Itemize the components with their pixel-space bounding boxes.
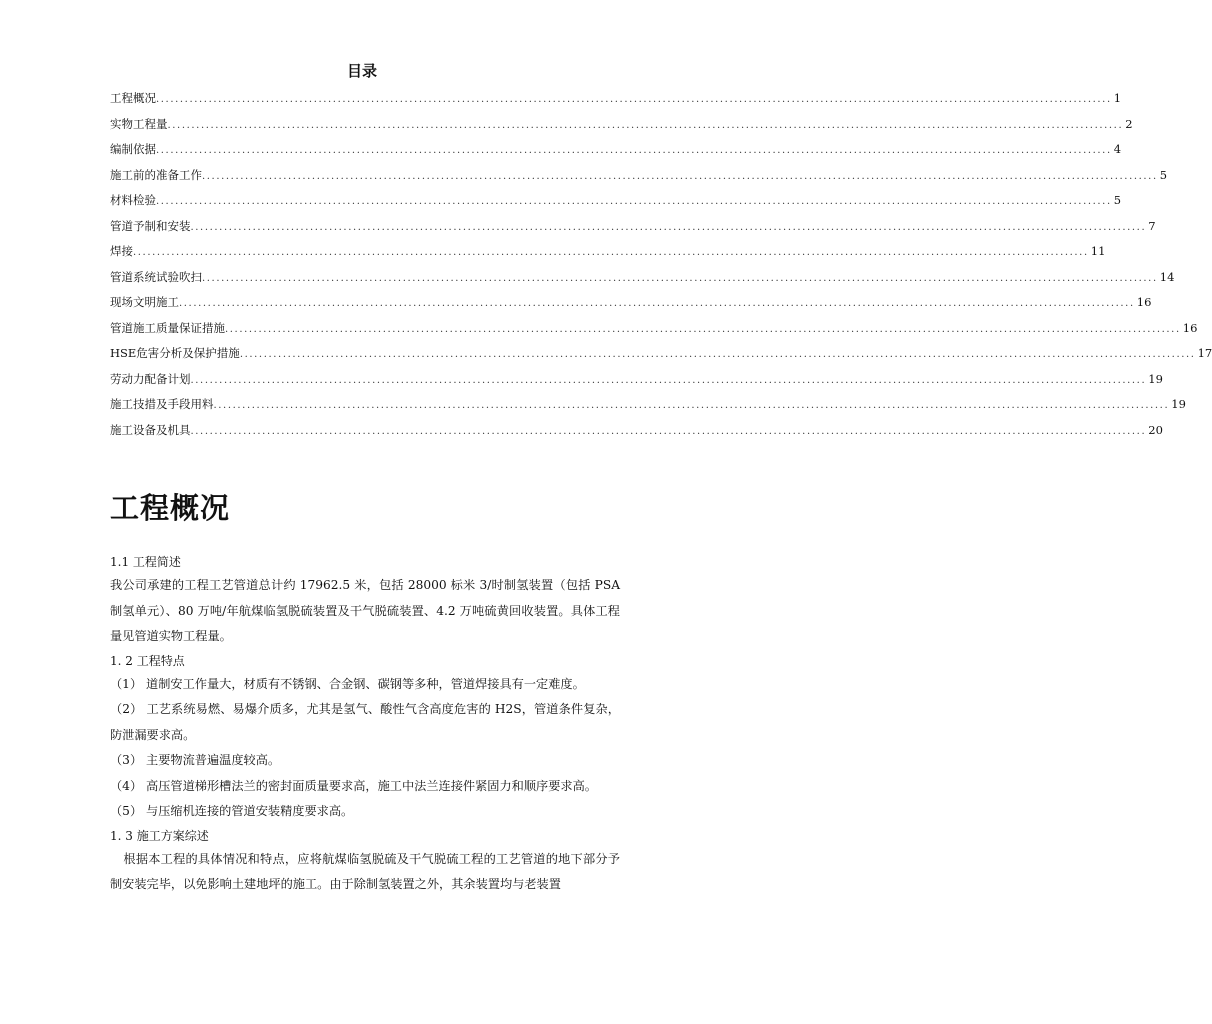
section-heading: 工程概况: [110, 491, 231, 525]
toc-entry[interactable]: [110, 214, 1156, 240]
feature-item: （5） 与压缩机连接的管道安装精度要求高。: [110, 804, 354, 818]
toc-leader-dots: ........................................................................................................................................................................................................: [190, 425, 1147, 437]
feature-item: （1） 道制安工作量大，材质有不锈钢、合金钢、碳钢等多种，管道焊接具有一定难度。: [110, 676, 585, 691]
toc-entry-page: 16: [1182, 320, 1198, 335]
toc-entry[interactable]: [110, 188, 1122, 214]
toc-entry-page: 19: [1171, 397, 1186, 411]
table-of-contents: [110, 86, 1212, 443]
toc-leader-dots: ........................................................................................................................................................................................................: [156, 94, 1112, 105]
toc-leader-dots: ........................................................................................................................................................................................................: [179, 298, 1135, 309]
toc-entry-label: 工程概况: [110, 91, 156, 105]
subsection-title-1-2: 1. 2 工程特点: [110, 653, 185, 668]
toc-entry[interactable]: [110, 112, 1133, 138]
toc-entry-page: 4: [1113, 142, 1122, 156]
section-body: [110, 551, 620, 898]
toc-leader-dots: ........................................................................................................................................................................................................: [202, 272, 1158, 284]
toc-entry[interactable]: [110, 341, 1212, 367]
subsection-title-1-3: 1. 3 施工方案综述: [110, 828, 209, 843]
toc-entry[interactable]: [110, 239, 1106, 265]
toc-leader-dots: ........................................................................................................................................................................................................: [239, 349, 1196, 360]
toc-title: 目录: [346, 62, 377, 80]
toc-entry[interactable]: [110, 316, 1198, 342]
toc-leader-dots: ........................................................................................................................................................................................................: [190, 221, 1147, 233]
toc-entry-page: 1: [1113, 91, 1122, 105]
toc-entry-label: 施工前的准备工作: [110, 167, 202, 182]
subsection-title-1-1: 1.1 工程简述: [110, 555, 181, 569]
toc-entry-page: 17: [1197, 346, 1212, 360]
toc-entry-page: 5: [1159, 167, 1168, 182]
toc-leader-dots: ........................................................................................................................................................................................................: [213, 400, 1170, 411]
toc-entry-label: 现场文明施工: [110, 295, 179, 309]
toc-entry[interactable]: [110, 86, 1122, 112]
toc-entry[interactable]: [110, 137, 1122, 163]
overview-paragraph: 我公司承建的工程工艺管道总计约 17962.5 米，包括 28000 标米 3/时制氢装置（包括 PSA 制氢单元）、80 万吨/年航煤临氢脱硫装置及干气脱硫装置、4.2 万吨硫黄回收装置。具体工程量见管道实物工程量。: [110, 578, 620, 643]
toc-entry-label: 焊接: [110, 244, 133, 258]
toc-leader-dots: ........................................................................................................................................................................................................: [225, 323, 1181, 335]
feature-item: （4） 高压管道梯形槽法兰的密封面质量要求高，施工中法兰连接件紧固力和顺序要求高。: [110, 778, 597, 793]
feature-item: （2） 工艺系统易燃、易爆介质多，尤其是氢气、酸性气含高度危害的 H2S，管道条件复杂，防泄漏要求高。: [110, 702, 620, 742]
toc-entry-label: 材料检验: [110, 193, 156, 207]
toc-entry-label: 管道施工质量保证措施: [110, 320, 225, 335]
toc-entry-page: 20: [1148, 422, 1163, 437]
plan-paragraph: 根据本工程的具体情况和特点，应将航煤临氢脱硫及干气脱硫工程的工艺管道的地下部分予制安装完毕，以免影响土建地坪的施工。由于除制氢装置之外，其余装置均与老装置: [110, 851, 620, 891]
toc-entry[interactable]: [110, 290, 1152, 316]
toc-leader-dots: ........................................................................................................................................................................................................: [167, 119, 1124, 131]
toc-leader-dots: ........................................................................................................................................................................................................: [156, 145, 1112, 156]
toc-entry-label: 管道系统试验吹扫: [110, 269, 202, 284]
toc-entry-label: 编制依据: [110, 142, 156, 156]
toc-entry-page: 11: [1090, 244, 1106, 258]
toc-entry-page: 2: [1125, 116, 1133, 131]
toc-entry-label: 管道予制和安装: [110, 218, 191, 233]
toc-entry[interactable]: [110, 265, 1175, 291]
toc-entry[interactable]: [110, 418, 1163, 444]
toc-entry-page: 7: [1148, 218, 1156, 233]
toc-leader-dots: ........................................................................................................................................................................................................: [156, 196, 1112, 207]
toc-entry-page: 19: [1148, 371, 1163, 386]
feature-item: （3） 主要物流普遍温度较高。: [110, 753, 281, 767]
toc-entry-label: 施工技措及手段用料: [110, 397, 214, 411]
toc-entry-page: 5: [1113, 193, 1122, 207]
toc-entry-page: 16: [1136, 295, 1152, 309]
toc-leader-dots: ........................................................................................................................................................................................................: [202, 170, 1158, 182]
toc-leader-dots: ........................................................................................................................................................................................................: [133, 247, 1089, 258]
toc-entry-label: 实物工程量: [110, 116, 168, 131]
toc-entry-label: 施工设备及机具: [110, 422, 191, 437]
toc-entry[interactable]: [110, 367, 1163, 393]
toc-entry[interactable]: [110, 163, 1168, 189]
toc-entry-label: HSE危害分析及保护措施: [110, 346, 240, 360]
toc-entry-page: 14: [1159, 269, 1175, 284]
toc-leader-dots: ........................................................................................................................................................................................................: [190, 374, 1147, 386]
toc-entry[interactable]: [110, 392, 1186, 418]
toc-entry-label: 劳动力配备计划: [110, 371, 191, 386]
